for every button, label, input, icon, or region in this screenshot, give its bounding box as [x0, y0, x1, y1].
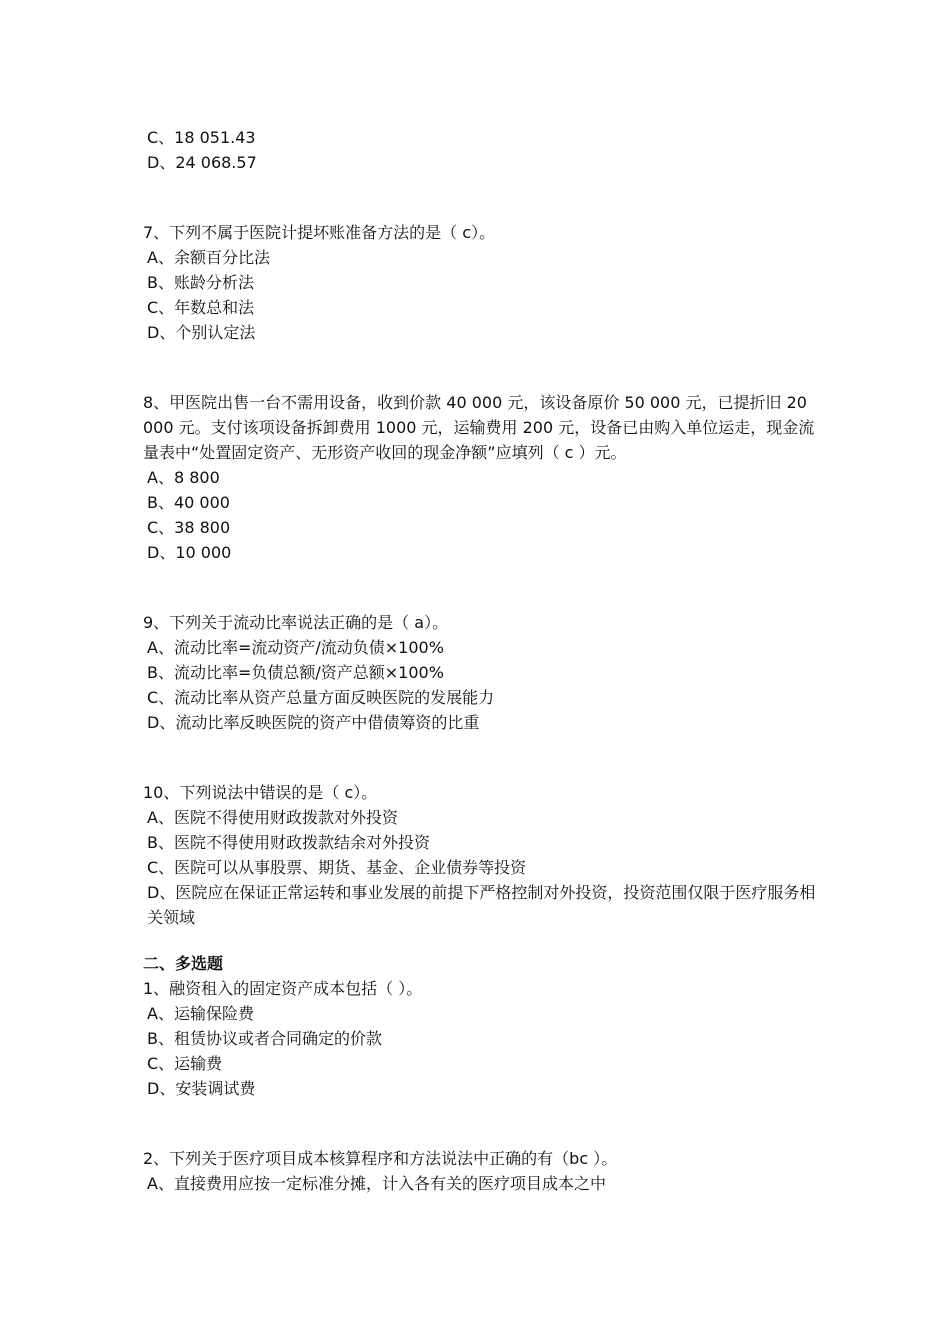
option-b: B、账龄分析法: [147, 273, 254, 292]
option-c: C、流动比率从资产总量方面反映医院的发展能力: [147, 688, 495, 707]
document-page: [143, 125, 818, 1196]
multi-question-1: [143, 976, 818, 1101]
question-stem: 10、下列说法中错误的是（ c）。: [143, 783, 378, 802]
option-c: C、18 051.43: [147, 128, 256, 147]
question-prev-options: [143, 125, 818, 175]
option-c: C、38 800: [147, 518, 231, 537]
option-d: D、医院应在保证正常运转和事业发展的前提下严格控制对外投资，投资范围仅限于医疗服务相关领域: [147, 883, 816, 927]
option-c: C、医院可以从事股票、期货、基金、企业债券等投资: [147, 858, 527, 877]
option-a: A、8 800: [147, 468, 220, 487]
option-a: A、运输保险费: [147, 1004, 254, 1023]
question-stem: 2、下列关于医疗项目成本核算程序和方法说法中正确的有（bc ）。: [143, 1149, 618, 1168]
section-title-multiple-choice: 二、多选题: [143, 954, 224, 973]
option-b: B、流动比率=负债总额/资产总额×100%: [147, 663, 444, 682]
option-c: C、年数总和法: [147, 298, 255, 317]
option-b: B、40 000: [147, 493, 230, 512]
question-stem: 7、下列不属于医院计提坏账准备方法的是（ c）。: [143, 223, 496, 242]
question-10: [143, 780, 818, 930]
option-a: A、流动比率=流动资产/流动负债×100%: [147, 638, 444, 657]
option-a: A、余额百分比法: [147, 248, 270, 267]
question-stem: 1、融资租入的固定资产成本包括（ ）。: [143, 979, 423, 998]
question-stem: 9、下列关于流动比率说法正确的是（ a）。: [143, 613, 449, 632]
option-b: B、医院不得使用财政拨款结余对外投资: [147, 833, 430, 852]
question-9: [143, 610, 818, 735]
option-d: D、流动比率反映医院的资产中借债筹资的比重: [147, 713, 480, 732]
option-d: D、24 068.57: [147, 153, 257, 172]
option-a: A、医院不得使用财政拨款对外投资: [147, 808, 398, 827]
question-stem: 8、甲医院出售一台不需用设备，收到价款 40 000 元，该设备原价 50 000 元，已提折旧 20 000 元。支付该项设备拆卸费用 1000 元，运输费用 200 元，设备已由购入单位运走，现金流量表中“处置固定资产、无形资产收回的现金净额”应填列（ c ）元。: [143, 393, 815, 462]
option-d: D、10 000: [147, 543, 232, 562]
option-d: D、个别认定法: [147, 323, 256, 342]
option-d: D、安装调试费: [147, 1079, 256, 1098]
multi-question-2: [143, 1146, 818, 1196]
option-c: C、运输费: [147, 1054, 223, 1073]
option-a: A、直接费用应按一定标准分摊，计入各有关的医疗项目成本之中: [147, 1174, 606, 1193]
question-7: [143, 220, 818, 345]
question-8: [143, 390, 818, 565]
option-b: B、租赁协议或者合同确定的价款: [147, 1029, 382, 1048]
